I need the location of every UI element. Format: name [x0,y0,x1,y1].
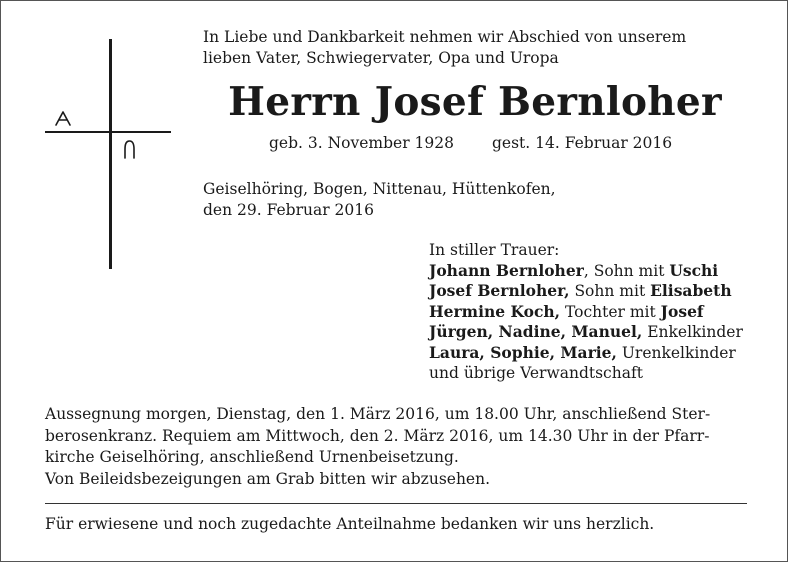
mourner-name: Hermine Koch, [429,301,561,321]
mourner-row [429,322,743,343]
omega-icon [125,141,134,158]
mourner-relation: Sohn mit [569,282,651,300]
intro-line: lieben Vater, Schwiegervater, Opa und Uropa [203,49,559,67]
mourner-row [429,343,743,364]
mourners-heading: In stiller Trauer: [429,241,560,259]
mourners-list [429,240,743,384]
intro-text [203,27,763,69]
places-line: Geiselhöring, Bogen, Nittenau, Hüttenkofen, [203,180,556,198]
life-dates [269,133,672,153]
mourner-partner: Uschi [669,260,719,280]
mourner-row [429,281,743,302]
mourner-relation: , Sohn mit [583,261,670,280]
service-info [45,404,757,490]
service-line: kirche Geiselhöring, anschließend Urnenbeisetzung. [45,448,459,466]
date-line: den 29. Februar 2016 [203,201,374,219]
thanks-text: Für erwiesene und noch zugedachte Anteilnahme bedanken wir uns herzlich. [45,515,655,533]
death-date: gest. 14. Februar 2016 [492,134,673,152]
divider [45,503,747,504]
mourner-relation: Enkelkinder [642,323,743,341]
mourner-row [429,302,743,323]
intro-line: In Liebe und Dankbarkeit nehmen wir Abschied von unserem [203,28,687,46]
mourner-name: Josef Bernloher, [429,281,570,300]
service-line: berosenkranz. Requiem am Mittwoch, den 2. März 2016, um 14.30 Uhr in der Pfarr- [45,426,710,445]
service-line: Aussegnung morgen, Dienstag, den 1. März 2016, um 18.00 Uhr, anschließend Ster- [45,405,711,423]
birth-date: geb. 3. November 1928 [269,134,454,152]
condolence-note: Von Beileidsbezeigungen am Grab bitten wir abzusehen. [45,469,491,488]
mourner-partner: Josef [660,301,704,321]
mourners-closing: und übrige Verwandtschaft [429,364,643,382]
mourner-relation: Tochter mit [560,302,661,321]
mourner-name: Laura, Sophie, Marie, [429,342,617,362]
mourner-name: Johann Bernloher [429,260,584,280]
mourner-name: Jürgen, Nadine, Manuel, [429,322,643,341]
mourner-relation: Urenkelkinder [616,343,736,362]
mourner-row [429,261,743,282]
place-and-date [203,179,556,221]
deceased-name: Herrn Josef Bernloher [228,79,722,125]
mourner-partner: Elisabeth [650,281,732,300]
cross-icon [1,1,201,401]
